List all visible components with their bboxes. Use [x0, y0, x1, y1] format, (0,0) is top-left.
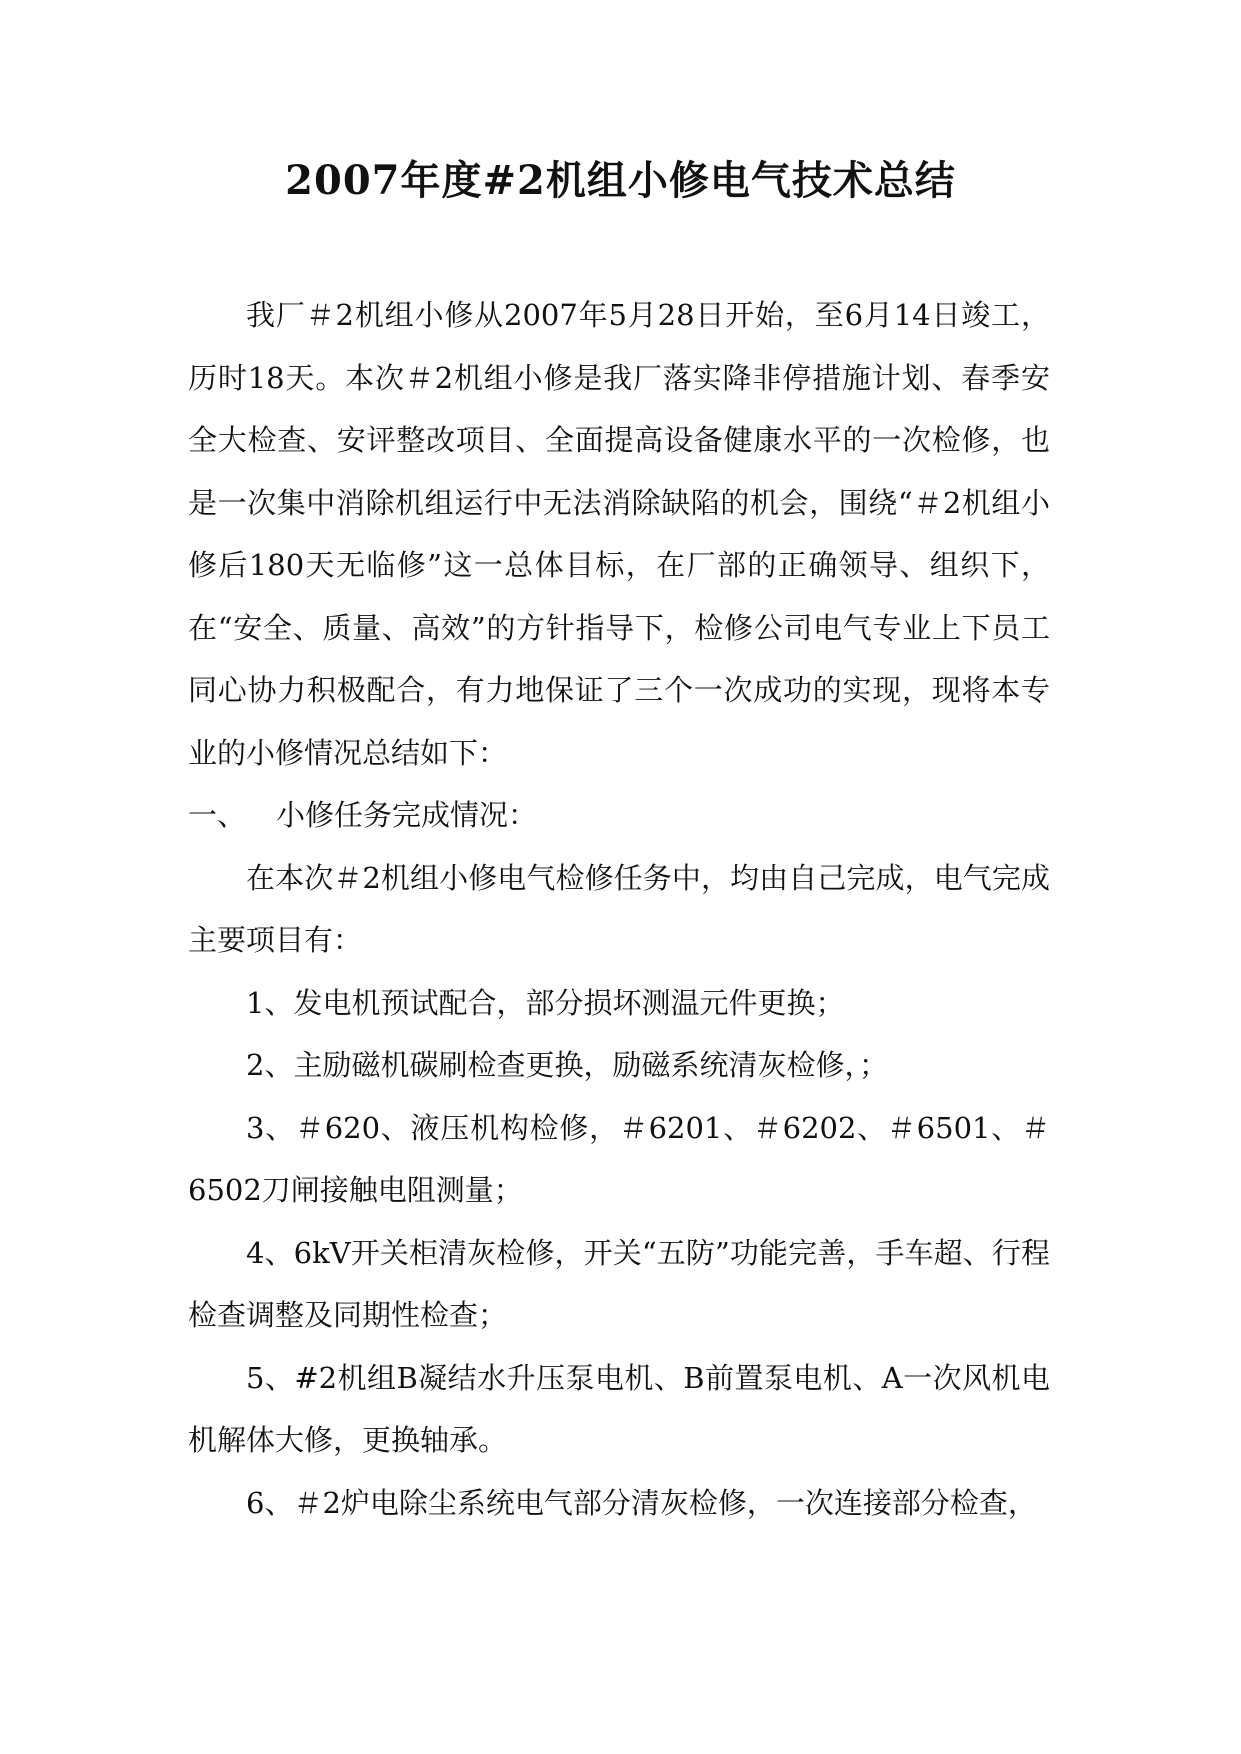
- list-item: 6、＃2炉电除尘系统电气部分清灰检修，一次连接部分检查，: [246, 1485, 1037, 1520]
- list-item: 5、#2机组B凝结水升压泵电机、B前置泵电机、A一次风机电机解体大修，更换轴承。: [188, 1360, 1050, 1457]
- intro-paragraph: 我厂＃2机组小修从2007年5月28日开始，至6月14日竣工，历时18天。本次＃2机组小修是我厂落实降非停措施计划、春季安全大检查、安评整改项目、全面提高设备健康水平的一次检修，也是一次集中消除机组运行中无法消除缺陷的机会，围绕“＃2机组小修后180天无临修”这一总体目标，在厂部的正确领导、组织下，在“安全、质量、高效”的方针指导下，检修公司电气专业上下员工同心协力积极配合，有力地保证了三个一次成功的实现，现将本专业的小修情况总结如下：: [188, 298, 1050, 770]
- section-number: 一、: [188, 798, 247, 832]
- section-heading: [188, 784, 1050, 847]
- list-item: 2、主励磁机碳刷检查更换，励磁系统清灰检修，；: [246, 1048, 888, 1082]
- list-item: 3、＃620、液压机构检修，＃6201、＃6202、＃6501、＃6502刀闸接触电阻测量；: [188, 1110, 1050, 1207]
- list-item: 4、6kV开关柜清灰检修，开关“五防”功能完善，手车超、行程检查调整及同期性检查；: [188, 1235, 1050, 1332]
- section-heading-text: 小修任务完成情况：: [276, 798, 538, 832]
- document-title: 2007年度#2机组小修电气技术总结: [285, 157, 956, 204]
- section-intro-paragraph: 在本次＃2机组小修电气检修任务中，均由自己完成，电气完成主要项目有：: [188, 860, 1050, 957]
- document-body: [188, 284, 1050, 1534]
- list-item: 1、发电机预试配合，部分损坏测温元件更换；: [246, 985, 845, 1020]
